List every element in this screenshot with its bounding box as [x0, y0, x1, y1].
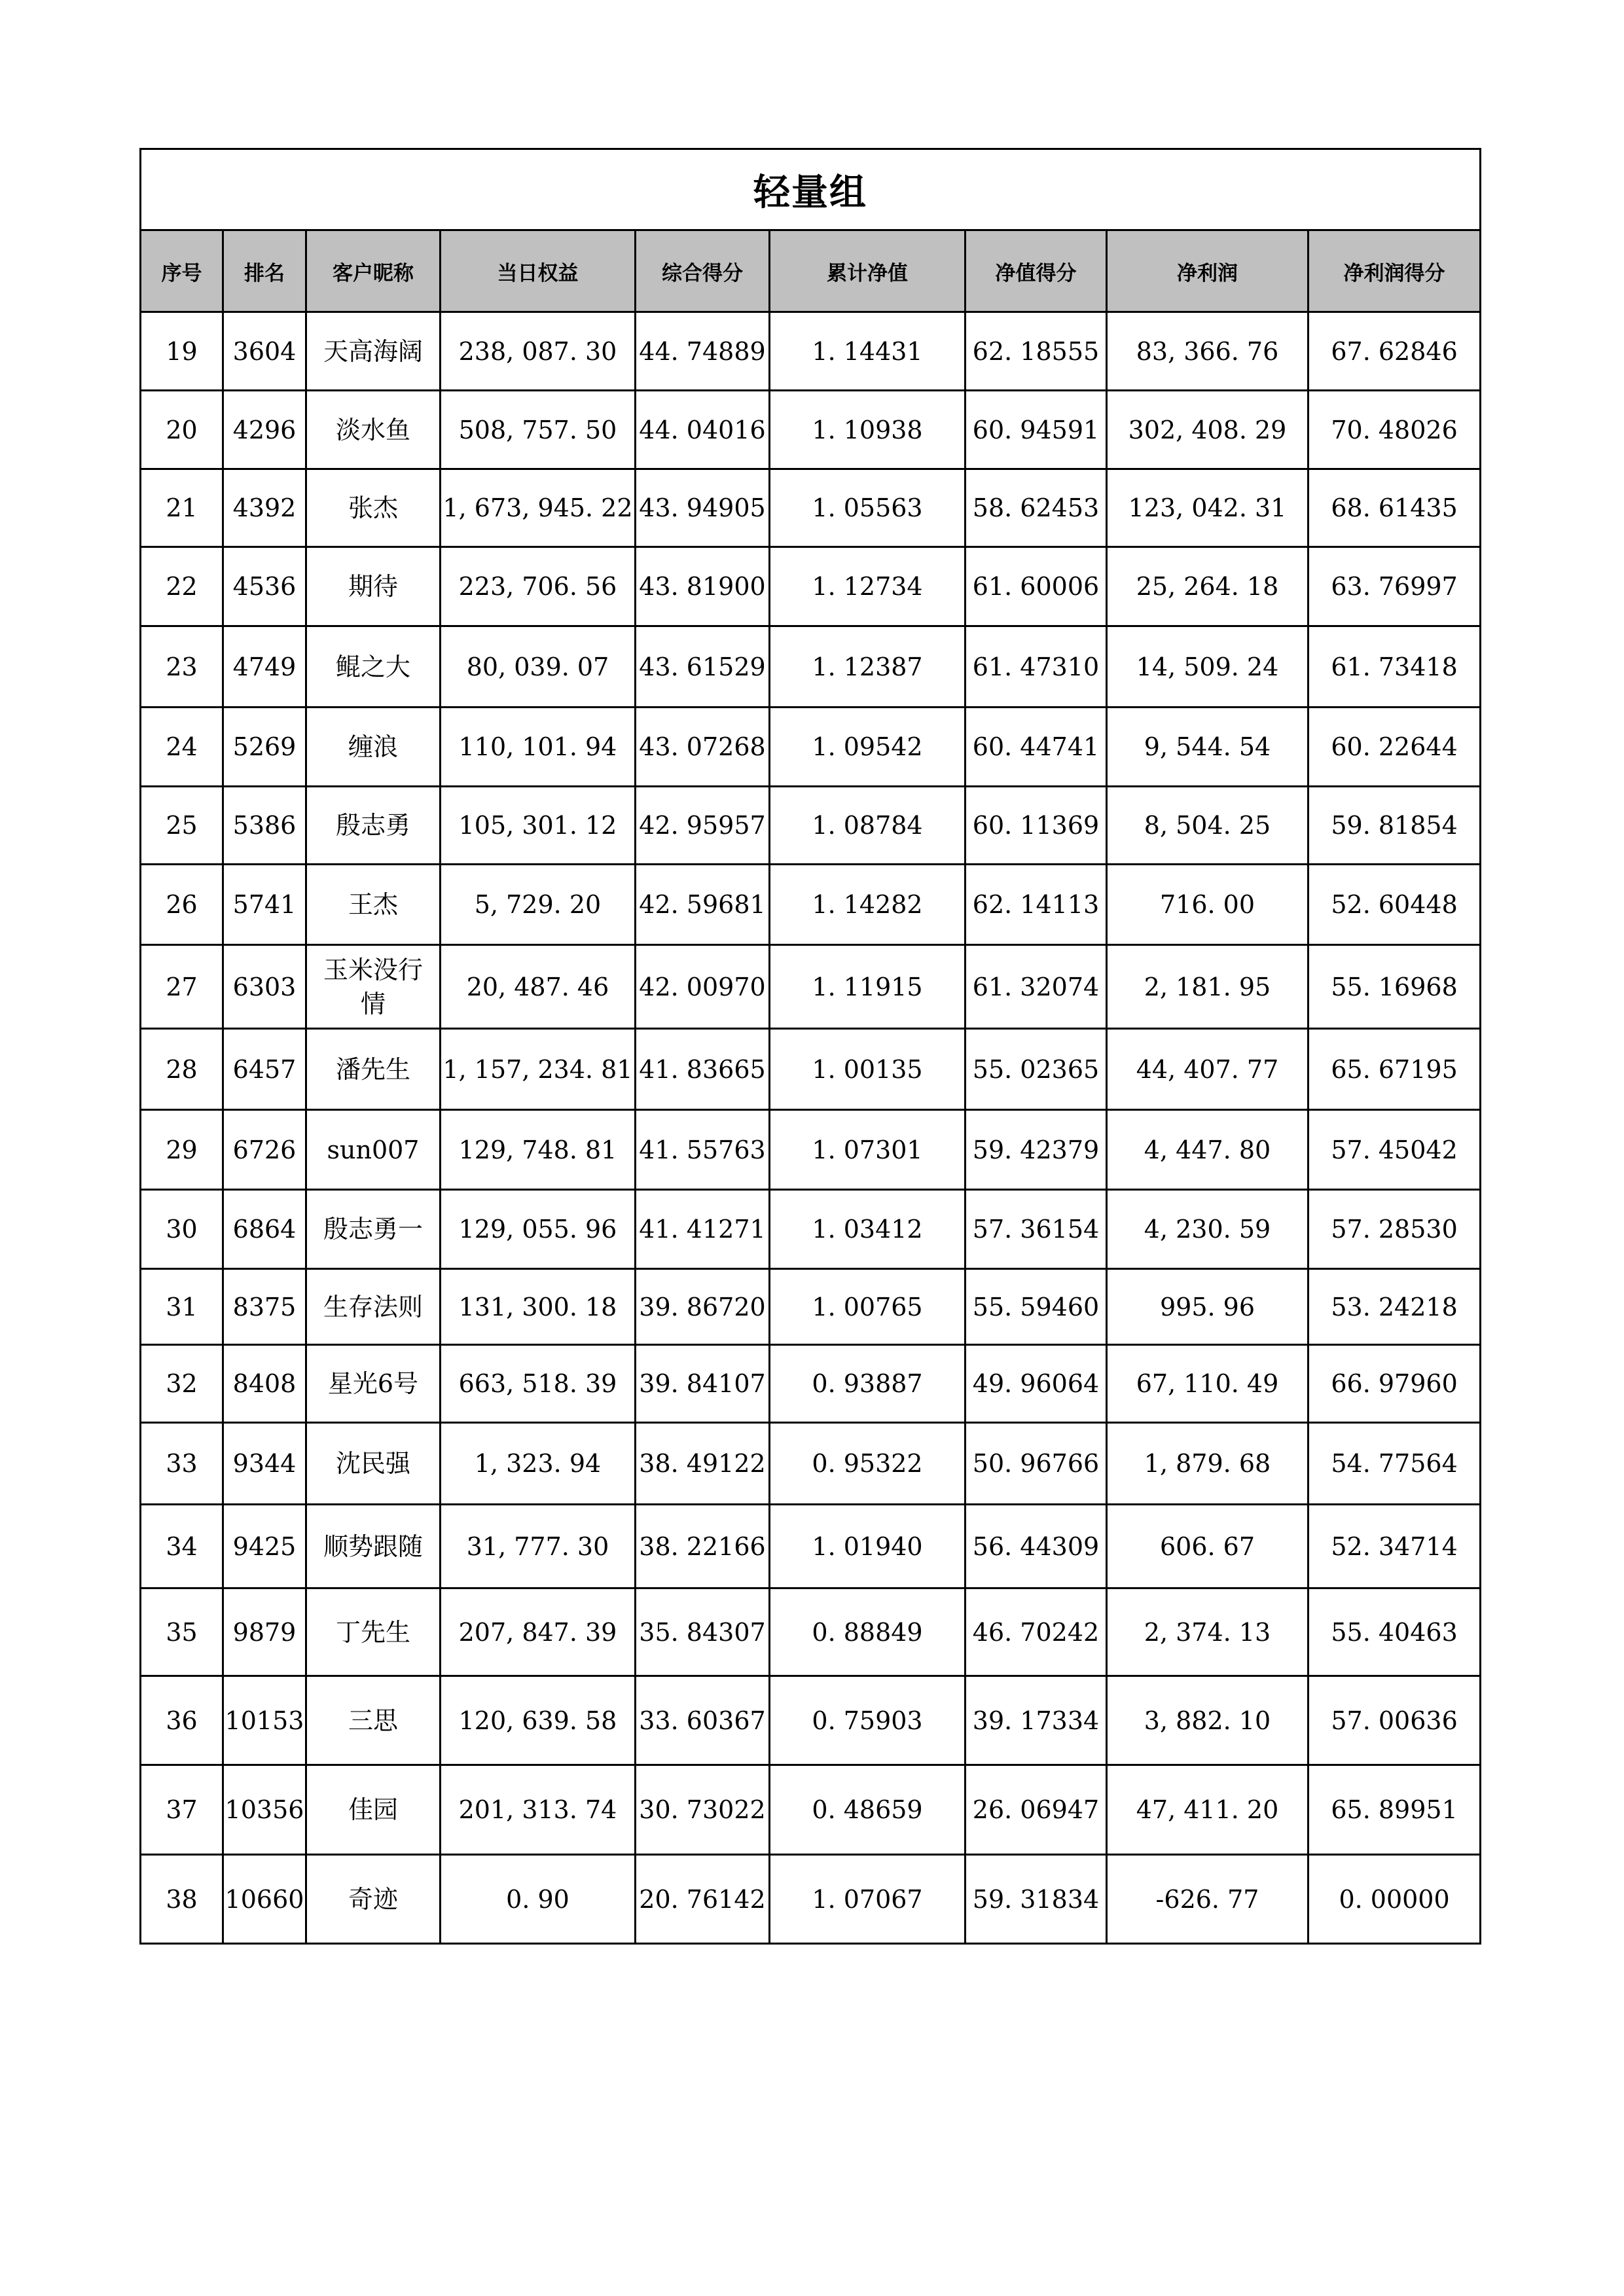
cell-total-score: 38. 22166: [636, 1505, 770, 1588]
cell-cumulative-nav: 1. 14282: [770, 865, 965, 945]
cell-total-score: 44. 04016: [636, 391, 770, 469]
cell-net-profit-score: 66. 97960: [1308, 1345, 1481, 1423]
cell-cumulative-nav: 0. 88849: [770, 1588, 965, 1676]
cell-rank: 4296: [223, 391, 306, 469]
column-header-cumulative-nav: 累计净值: [770, 230, 965, 312]
cell-net-profit: 2, 181. 95: [1107, 945, 1308, 1029]
cell-seq: 34: [141, 1505, 223, 1588]
cell-daily-equity: 223, 706. 56: [441, 547, 636, 626]
table-body: [141, 312, 1481, 1944]
cell-cumulative-nav: 1. 01940: [770, 1505, 965, 1588]
cell-cumulative-nav: 1. 00765: [770, 1269, 965, 1345]
cell-net-profit: 14, 509. 24: [1107, 626, 1308, 708]
cell-daily-equity: 129, 055. 96: [441, 1190, 636, 1269]
table-row: [141, 1505, 1481, 1588]
cell-total-score: 43. 07268: [636, 708, 770, 787]
cell-seq: 31: [141, 1269, 223, 1345]
cell-nickname: sun007: [306, 1110, 441, 1190]
cell-total-score: 43. 94905: [636, 469, 770, 547]
cell-seq: 23: [141, 626, 223, 708]
cell-nav-score: 26. 06947: [965, 1765, 1107, 1855]
column-header-daily-equity: 当日权益: [441, 230, 636, 312]
cell-seq: 35: [141, 1588, 223, 1676]
cell-net-profit-score: 67. 62846: [1308, 312, 1481, 391]
cell-nickname: 天高海阔: [306, 312, 441, 391]
cell-rank: 8375: [223, 1269, 306, 1345]
table-row: [141, 469, 1481, 547]
cell-daily-equity: 120, 639. 58: [441, 1676, 636, 1765]
cell-total-score: 44. 74889: [636, 312, 770, 391]
cell-net-profit-score: 54. 77564: [1308, 1423, 1481, 1505]
cell-nickname: 缠浪: [306, 708, 441, 787]
cell-seq: 32: [141, 1345, 223, 1423]
cell-net-profit-score: 57. 28530: [1308, 1190, 1481, 1269]
cell-seq: 22: [141, 547, 223, 626]
cell-nav-score: 56. 44309: [965, 1505, 1107, 1588]
cell-rank: 5269: [223, 708, 306, 787]
cell-total-score: 41. 41271: [636, 1190, 770, 1269]
cell-nickname: 鲲之大: [306, 626, 441, 708]
cell-daily-equity: 20, 487. 46: [441, 945, 636, 1029]
cell-rank: 4749: [223, 626, 306, 708]
cell-total-score: 30. 73022: [636, 1765, 770, 1855]
table-row: [141, 865, 1481, 945]
cell-nav-score: 61. 60006: [965, 547, 1107, 626]
cell-nickname: 王杰: [306, 865, 441, 945]
cell-cumulative-nav: 1. 05563: [770, 469, 965, 547]
column-header-seq: 序号: [141, 230, 223, 312]
cell-nav-score: 55. 59460: [965, 1269, 1107, 1345]
cell-net-profit: 83, 366. 76: [1107, 312, 1308, 391]
cell-rank: 9879: [223, 1588, 306, 1676]
cell-rank: 10153: [223, 1676, 306, 1765]
cell-cumulative-nav: 1. 03412: [770, 1190, 965, 1269]
cell-nav-score: 49. 96064: [965, 1345, 1107, 1423]
cell-daily-equity: 1, 323. 94: [441, 1423, 636, 1505]
cell-nav-score: 62. 14113: [965, 865, 1107, 945]
cell-nav-score: 60. 94591: [965, 391, 1107, 469]
cell-nav-score: 55. 02365: [965, 1029, 1107, 1110]
cell-rank: 4536: [223, 547, 306, 626]
cell-seq: 37: [141, 1765, 223, 1855]
cell-rank: 5741: [223, 865, 306, 945]
cell-net-profit: 4, 447. 80: [1107, 1110, 1308, 1190]
cell-nav-score: 61. 47310: [965, 626, 1107, 708]
cell-nickname: 顺势跟随: [306, 1505, 441, 1588]
cell-seq: 36: [141, 1676, 223, 1765]
cell-net-profit: 606. 67: [1107, 1505, 1308, 1588]
cell-rank: 10660: [223, 1855, 306, 1944]
cell-nickname: 期待: [306, 547, 441, 626]
cell-seq: 24: [141, 708, 223, 787]
cell-rank: 9425: [223, 1505, 306, 1588]
cell-net-profit: 123, 042. 31: [1107, 469, 1308, 547]
cell-rank: 3604: [223, 312, 306, 391]
cell-seq: 33: [141, 1423, 223, 1505]
cell-nav-score: 58. 62453: [965, 469, 1107, 547]
title-row: [141, 149, 1481, 230]
cell-net-profit-score: 60. 22644: [1308, 708, 1481, 787]
table-row: [141, 1588, 1481, 1676]
cell-nickname: 淡水鱼: [306, 391, 441, 469]
cell-total-score: 20. 76142: [636, 1855, 770, 1944]
cell-daily-equity: 201, 313. 74: [441, 1765, 636, 1855]
cell-nickname: 张杰: [306, 469, 441, 547]
cell-net-profit-score: 65. 67195: [1308, 1029, 1481, 1110]
cell-net-profit: -626. 77: [1107, 1855, 1308, 1944]
table-row: [141, 1110, 1481, 1190]
cell-daily-equity: 105, 301. 12: [441, 787, 636, 865]
table-row: [141, 1765, 1481, 1855]
cell-daily-equity: 238, 087. 30: [441, 312, 636, 391]
cell-nav-score: 59. 42379: [965, 1110, 1107, 1190]
cell-rank: 6864: [223, 1190, 306, 1269]
cell-cumulative-nav: 1. 07301: [770, 1110, 965, 1190]
cell-cumulative-nav: 1. 08784: [770, 787, 965, 865]
cell-total-score: 35. 84307: [636, 1588, 770, 1676]
cell-daily-equity: 5, 729. 20: [441, 865, 636, 945]
cell-nickname: 奇迹: [306, 1855, 441, 1944]
cell-seq: 20: [141, 391, 223, 469]
cell-nav-score: 60. 11369: [965, 787, 1107, 865]
cell-nav-score: 59. 31834: [965, 1855, 1107, 1944]
cell-daily-equity: 663, 518. 39: [441, 1345, 636, 1423]
table-row: [141, 1855, 1481, 1944]
cell-net-profit-score: 52. 34714: [1308, 1505, 1481, 1588]
table-row: [141, 391, 1481, 469]
cell-total-score: 41. 55763: [636, 1110, 770, 1190]
cell-rank: 10356: [223, 1765, 306, 1855]
table-row: [141, 547, 1481, 626]
cell-nickname: 星光6号: [306, 1345, 441, 1423]
table-row: [141, 787, 1481, 865]
cell-total-score: 42. 59681: [636, 865, 770, 945]
ranking-table: [139, 148, 1481, 1945]
cell-cumulative-nav: 1. 12734: [770, 547, 965, 626]
table-row: [141, 626, 1481, 708]
cell-cumulative-nav: 1. 09542: [770, 708, 965, 787]
table-row: [141, 1029, 1481, 1110]
cell-daily-equity: 207, 847. 39: [441, 1588, 636, 1676]
cell-total-score: 33. 60367: [636, 1676, 770, 1765]
cell-daily-equity: 80, 039. 07: [441, 626, 636, 708]
table-row: [141, 312, 1481, 391]
cell-daily-equity: 1, 157, 234. 81: [441, 1029, 636, 1110]
cell-nickname: 潘先生: [306, 1029, 441, 1110]
cell-total-score: 39. 86720: [636, 1269, 770, 1345]
cell-cumulative-nav: 1. 07067: [770, 1855, 965, 1944]
table-row: [141, 1269, 1481, 1345]
cell-daily-equity: 0. 90: [441, 1855, 636, 1944]
cell-nav-score: 50. 96766: [965, 1423, 1107, 1505]
cell-rank: 9344: [223, 1423, 306, 1505]
cell-total-score: 43. 61529: [636, 626, 770, 708]
cell-nav-score: 61. 32074: [965, 945, 1107, 1029]
cell-net-profit: 4, 230. 59: [1107, 1190, 1308, 1269]
cell-nickname: 佳园: [306, 1765, 441, 1855]
cell-net-profit: 3, 882. 10: [1107, 1676, 1308, 1765]
column-header-net-profit-score: 净利润得分: [1308, 230, 1481, 312]
cell-nav-score: 57. 36154: [965, 1190, 1107, 1269]
cell-net-profit: 9, 544. 54: [1107, 708, 1308, 787]
cell-cumulative-nav: 1. 10938: [770, 391, 965, 469]
cell-total-score: 43. 81900: [636, 547, 770, 626]
cell-daily-equity: 129, 748. 81: [441, 1110, 636, 1190]
cell-cumulative-nav: 1. 11915: [770, 945, 965, 1029]
cell-nickname: 玉米没行情: [306, 945, 441, 1029]
cell-daily-equity: 508, 757. 50: [441, 391, 636, 469]
cell-total-score: 42. 95957: [636, 787, 770, 865]
cell-cumulative-nav: 1. 12387: [770, 626, 965, 708]
cell-net-profit-score: 63. 76997: [1308, 547, 1481, 626]
cell-nickname: 沈民强: [306, 1423, 441, 1505]
cell-net-profit: 995. 96: [1107, 1269, 1308, 1345]
cell-net-profit: 2, 374. 13: [1107, 1588, 1308, 1676]
cell-rank: 5386: [223, 787, 306, 865]
table-row: [141, 1345, 1481, 1423]
table-row: [141, 1423, 1481, 1505]
cell-total-score: 42. 00970: [636, 945, 770, 1029]
cell-net-profit-score: 55. 40463: [1308, 1588, 1481, 1676]
table-row: [141, 945, 1481, 1029]
cell-cumulative-nav: 0. 93887: [770, 1345, 965, 1423]
cell-net-profit-score: 0. 00000: [1308, 1855, 1481, 1944]
cell-nickname: 殷志勇一: [306, 1190, 441, 1269]
cell-nav-score: 39. 17334: [965, 1676, 1107, 1765]
cell-net-profit-score: 52. 60448: [1308, 865, 1481, 945]
table-row: [141, 1676, 1481, 1765]
cell-net-profit: 716. 00: [1107, 865, 1308, 945]
cell-rank: 6303: [223, 945, 306, 1029]
cell-cumulative-nav: 0. 95322: [770, 1423, 965, 1505]
cell-net-profit-score: 59. 81854: [1308, 787, 1481, 865]
column-header-rank: 排名: [223, 230, 306, 312]
cell-cumulative-nav: 1. 00135: [770, 1029, 965, 1110]
cell-seq: 21: [141, 469, 223, 547]
cell-cumulative-nav: 0. 48659: [770, 1765, 965, 1855]
ranking-sheet: [139, 148, 1479, 1945]
cell-nav-score: 60. 44741: [965, 708, 1107, 787]
cell-daily-equity: 31, 777. 30: [441, 1505, 636, 1588]
cell-net-profit: 67, 110. 49: [1107, 1345, 1308, 1423]
cell-net-profit-score: 61. 73418: [1308, 626, 1481, 708]
cell-seq: 26: [141, 865, 223, 945]
table-row: [141, 1190, 1481, 1269]
cell-net-profit: 1, 879. 68: [1107, 1423, 1308, 1505]
cell-net-profit: 8, 504. 25: [1107, 787, 1308, 865]
column-header-nickname: 客户昵称: [306, 230, 441, 312]
header-row: [141, 230, 1481, 312]
cell-cumulative-nav: 0. 75903: [770, 1676, 965, 1765]
cell-net-profit-score: 68. 61435: [1308, 469, 1481, 547]
cell-total-score: 38. 49122: [636, 1423, 770, 1505]
cell-seq: 27: [141, 945, 223, 1029]
column-header-nav-score: 净值得分: [965, 230, 1107, 312]
cell-total-score: 41. 83665: [636, 1029, 770, 1110]
cell-nav-score: 46. 70242: [965, 1588, 1107, 1676]
cell-net-profit: 302, 408. 29: [1107, 391, 1308, 469]
cell-net-profit: 25, 264. 18: [1107, 547, 1308, 626]
table-title: 轻量组: [141, 149, 1481, 230]
cell-net-profit: 44, 407. 77: [1107, 1029, 1308, 1110]
cell-rank: 4392: [223, 469, 306, 547]
cell-cumulative-nav: 1. 14431: [770, 312, 965, 391]
cell-seq: 29: [141, 1110, 223, 1190]
table-row: [141, 708, 1481, 787]
cell-net-profit-score: 70. 48026: [1308, 391, 1481, 469]
cell-net-profit-score: 53. 24218: [1308, 1269, 1481, 1345]
cell-net-profit: 47, 411. 20: [1107, 1765, 1308, 1855]
cell-net-profit-score: 57. 45042: [1308, 1110, 1481, 1190]
cell-net-profit-score: 55. 16968: [1308, 945, 1481, 1029]
cell-nickname: 生存法则: [306, 1269, 441, 1345]
cell-nav-score: 62. 18555: [965, 312, 1107, 391]
cell-daily-equity: 1, 673, 945. 22: [441, 469, 636, 547]
cell-nickname: 丁先生: [306, 1588, 441, 1676]
cell-net-profit-score: 65. 89951: [1308, 1765, 1481, 1855]
cell-net-profit-score: 57. 00636: [1308, 1676, 1481, 1765]
cell-seq: 30: [141, 1190, 223, 1269]
cell-rank: 6457: [223, 1029, 306, 1110]
cell-seq: 28: [141, 1029, 223, 1110]
cell-daily-equity: 131, 300. 18: [441, 1269, 636, 1345]
cell-daily-equity: 110, 101. 94: [441, 708, 636, 787]
cell-rank: 6726: [223, 1110, 306, 1190]
cell-total-score: 39. 84107: [636, 1345, 770, 1423]
cell-rank: 8408: [223, 1345, 306, 1423]
cell-nickname: 殷志勇: [306, 787, 441, 865]
cell-seq: 38: [141, 1855, 223, 1944]
column-header-total-score: 综合得分: [636, 230, 770, 312]
cell-nickname: 三思: [306, 1676, 441, 1765]
cell-seq: 25: [141, 787, 223, 865]
column-header-net-profit: 净利润: [1107, 230, 1308, 312]
cell-seq: 19: [141, 312, 223, 391]
